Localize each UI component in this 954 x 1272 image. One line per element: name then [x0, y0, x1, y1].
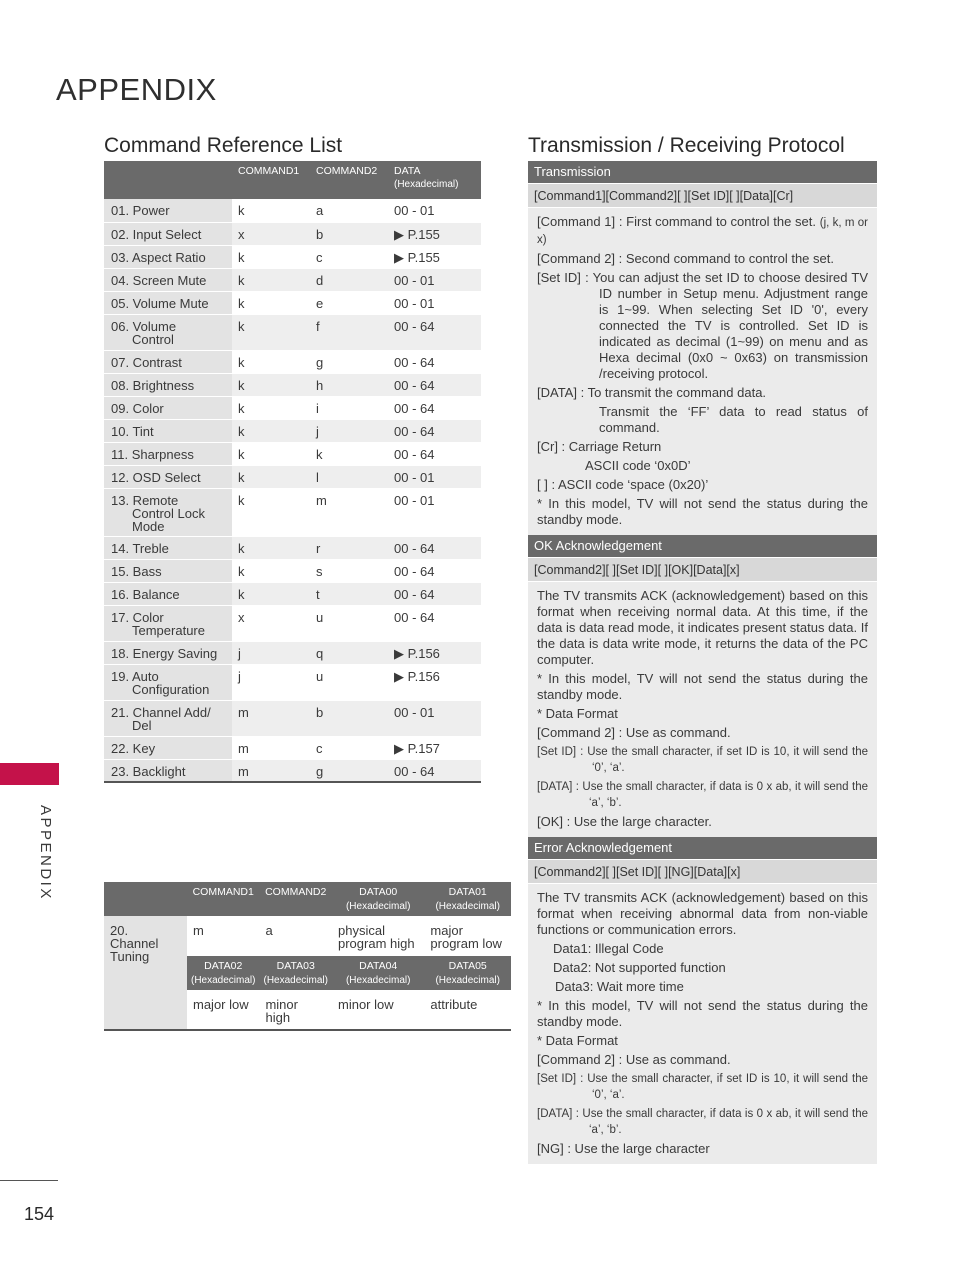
ch-header-command1: COMMAND1	[187, 882, 259, 916]
command1-cell	[232, 373, 310, 396]
data-cell	[388, 664, 481, 700]
command1-cell	[232, 536, 310, 559]
command-name-text: 02. Input Select	[111, 226, 202, 242]
transmission-body	[528, 208, 877, 535]
command2-cell	[310, 373, 388, 396]
data-cell-text: ▶ P.156	[394, 645, 440, 661]
data-cell-text: 00 - 64	[394, 446, 435, 462]
command-row	[104, 641, 481, 664]
command-row	[104, 245, 481, 268]
command-row	[104, 488, 481, 536]
command-reference-title: Command Reference List	[104, 134, 343, 157]
command-name-text: 17. Color	[111, 609, 164, 625]
command2-cell	[310, 291, 388, 314]
channel-tuning-table	[104, 882, 511, 1031]
tx-data: [DATA] : To transmit the command data.	[537, 385, 767, 400]
ch-header-data04: DATA04 (Hexadecimal)	[332, 956, 424, 990]
command-row	[104, 419, 481, 442]
error-ack-bar: Error Acknowledgement	[528, 837, 877, 859]
command2-cell-text: t	[316, 586, 320, 602]
data-cell-text: 00 - 64	[394, 318, 435, 334]
data-cell-text: 00 - 64	[394, 354, 435, 370]
command-name-text: 08. Brightness	[111, 377, 195, 393]
data-cell	[388, 350, 481, 373]
channel-row-name: 20. Channel Tuning	[104, 916, 187, 1030]
command-row	[104, 222, 481, 245]
data-cell-text: 00 - 64	[394, 586, 435, 602]
command2-cell	[310, 245, 388, 268]
command-row	[104, 396, 481, 419]
command2-cell	[310, 736, 388, 759]
command-name-text: 14. Treble	[111, 540, 169, 556]
data-cell	[388, 396, 481, 419]
data-cell-text: 00 - 64	[394, 563, 435, 579]
command-row	[104, 536, 481, 559]
command2-cell	[310, 419, 388, 442]
header-data	[388, 161, 481, 199]
command1-cell-text: m	[238, 740, 249, 756]
command2-cell	[310, 222, 388, 245]
command-name	[104, 465, 232, 488]
ok-ok: [OK] : Use the large character.	[537, 814, 712, 829]
command-row	[104, 582, 481, 605]
ch-r1-c5: major program low	[430, 923, 502, 951]
command-row	[104, 759, 481, 782]
command2-cell-text: i	[316, 400, 319, 416]
command-name-text: 22. Key	[111, 740, 156, 756]
ok-data: [DATA] : Use the small character, if data is 0 x ab, it will send the ‘a’, ‘b’.	[537, 781, 868, 809]
command-name	[104, 605, 232, 641]
side-tab-marker	[0, 763, 59, 785]
data-cell	[388, 536, 481, 559]
command2-cell-text: u	[316, 668, 324, 684]
command2-cell-text: k	[316, 446, 323, 462]
command2-cell	[310, 396, 388, 419]
command1-cell-text: k	[238, 377, 245, 393]
command2-cell-text: h	[316, 377, 324, 393]
command-name	[104, 488, 232, 536]
ok-ack-bar: OK Acknowledgement	[528, 535, 877, 557]
data-cell-text: 00 - 64	[394, 400, 435, 416]
page-header: APPENDIX	[56, 72, 217, 107]
data-cell	[388, 268, 481, 291]
command-row	[104, 442, 481, 465]
command2-cell	[310, 759, 388, 782]
command-row	[104, 664, 481, 700]
command-name	[104, 314, 232, 350]
command-table-header	[104, 161, 481, 199]
command-row	[104, 199, 481, 222]
page-number: 154	[24, 1204, 55, 1224]
command2-cell	[310, 465, 388, 488]
data-cell-text: 00 - 64	[394, 540, 435, 556]
ok-cmd2: [Command 2] : Use as command.	[537, 725, 731, 740]
ok-ack-body	[528, 582, 877, 837]
data-cell-text: 00 - 01	[394, 203, 435, 218]
command1-cell	[232, 759, 310, 782]
ch-r2-c4: minor low	[332, 990, 424, 1030]
command-name-text: 21. Channel Add/	[111, 704, 211, 720]
data-cell-text: ▶ P.157	[394, 740, 440, 756]
command-name-cont: Temperature	[132, 622, 205, 638]
command-name	[104, 641, 232, 664]
data-cell	[388, 222, 481, 245]
command-name	[104, 419, 232, 442]
command2-cell-text: j	[316, 423, 319, 439]
command2-cell	[310, 268, 388, 291]
command-name	[104, 700, 232, 736]
ch-header-data00: DATA00 (Hexadecimal)	[332, 882, 424, 916]
command-row	[104, 700, 481, 736]
err-note: * In this model, TV will not send the status during the standby mode.	[537, 998, 868, 1029]
command2-cell	[310, 442, 388, 465]
command-name-text: 16. Balance	[111, 586, 180, 602]
ch-r2-c3: minor high	[259, 990, 332, 1030]
command-name-cont: Control	[132, 331, 174, 347]
command-name-text: 04. Screen Mute	[111, 272, 207, 288]
data-cell-text: 00 - 64	[394, 377, 435, 393]
command-name-text: 18. Energy Saving	[111, 645, 218, 661]
command1-cell-text: k	[238, 295, 245, 311]
command-name-text: 12. OSD Select	[111, 469, 201, 485]
command-row	[104, 736, 481, 759]
command-name	[104, 664, 232, 700]
ch-r1-c3: a	[265, 923, 273, 938]
err-ng: [NG] : Use the large character	[537, 1141, 710, 1156]
tx-command2: [Command 2] : Second command to control the set.	[537, 251, 834, 266]
header-command2: COMMAND2	[310, 161, 388, 199]
command1-cell	[232, 605, 310, 641]
command1-cell	[232, 664, 310, 700]
header-data-label: DATA	[394, 165, 421, 177]
ch-header-blank	[104, 882, 187, 916]
command1-cell-text: k	[238, 318, 245, 334]
data-cell-text: 00 - 64	[394, 609, 435, 625]
header-command1: COMMAND1	[232, 161, 310, 199]
command2-cell-text: c	[316, 249, 323, 265]
command2-cell-text: r	[316, 540, 321, 556]
ok-desc: The TV transmits ACK (acknowledgement) based on this format when receiving normal data. At this time, if the data is data read mode, it indicates present status data. If the data is data write mode, it returns the data of the PC computer.	[537, 588, 868, 667]
err-desc: The TV transmits ACK (acknowledgement) based on this format when receiving abnormal data from non-viable functions or communication errors.	[537, 890, 868, 937]
command-name-text: 01. Power	[111, 203, 170, 218]
command-name-cont: Configuration	[132, 681, 210, 697]
command1-cell-text: k	[238, 203, 245, 218]
ok-ack-format: [Command2][ ][Set ID][ ][OK][Data][x]	[528, 557, 877, 582]
command1-cell-text: x	[238, 609, 245, 625]
command2-cell	[310, 314, 388, 350]
command1-cell-text: x	[238, 226, 245, 242]
command1-cell	[232, 582, 310, 605]
command-row	[104, 314, 481, 350]
command1-cell	[232, 245, 310, 268]
command-row	[104, 559, 481, 582]
ch-header-data02: DATA02 (Hexadecimal)	[187, 956, 259, 990]
command1-cell	[232, 419, 310, 442]
command1-cell	[232, 222, 310, 245]
command2-cell-text: e	[316, 295, 324, 311]
command2-cell	[310, 559, 388, 582]
command1-cell-text: j	[238, 645, 241, 661]
ch-header-command2: COMMAND2	[259, 882, 332, 916]
command-row	[104, 605, 481, 641]
command1-cell	[232, 559, 310, 582]
command1-cell-text: k	[238, 400, 245, 416]
command1-cell-text: k	[238, 586, 245, 602]
command1-cell-text: k	[238, 492, 245, 508]
command2-cell	[310, 582, 388, 605]
header-data-sub: (Hexadecimal)	[394, 179, 459, 190]
command-name	[104, 559, 232, 582]
command1-cell	[232, 641, 310, 664]
command1-cell-text: k	[238, 469, 245, 485]
command-name-text: 10. Tint	[111, 423, 154, 439]
command2-cell	[310, 350, 388, 373]
command2-cell-text: c	[316, 740, 323, 756]
data-cell	[388, 373, 481, 396]
command2-cell-text: b	[316, 226, 324, 242]
data-cell	[388, 291, 481, 314]
command-reference-table	[104, 161, 481, 783]
err-data2: Data2: Not supported function	[553, 960, 726, 975]
ch-r1-c4: physical program high	[338, 923, 415, 951]
data-cell	[388, 314, 481, 350]
command-name-cont: Del	[132, 717, 152, 733]
err-data3: Data3: Wait more time	[555, 979, 684, 994]
command1-cell	[232, 291, 310, 314]
data-cell	[388, 488, 481, 536]
data-cell-text: 00 - 64	[394, 423, 435, 439]
ch-header-data03: DATA03 (Hexadecimal)	[259, 956, 332, 990]
data-cell-text: 00 - 01	[394, 295, 435, 311]
error-ack-format: [Command2][ ][Set ID][ ][NG][Data][x]	[528, 859, 877, 884]
ch-header-data05: DATA05 (Hexadecimal)	[424, 956, 511, 990]
tx-setid: [Set ID] : You can adjust the set ID to choose desired TV ID number in Setup menu. Adjustment range is 1~99. When selecting Set ID '0', every connected the TV is controlled. Set ID is indicated as decimal (1~99) on menu and as Hexa decimal (0x0 ~ 0x63) on transmission /receiving protocol.	[537, 270, 868, 381]
command-row	[104, 350, 481, 373]
tx-space: [ ] : ASCII code ‘space (0x20)’	[537, 477, 709, 492]
err-data-format: * Data Format	[537, 1033, 618, 1048]
err-data1: Data1: Illegal Code	[553, 941, 664, 956]
data-cell	[388, 559, 481, 582]
tx-data-2: Transmit the ‘FF’ data to read status of command.	[599, 404, 868, 435]
err-setid: [Set ID] : Use the small character, if set ID is 10, it will send the ‘0’, ‘a’.	[537, 1073, 868, 1101]
command1-cell	[232, 396, 310, 419]
command-name	[104, 442, 232, 465]
command-name-text: 19. Auto	[111, 668, 159, 684]
command-name	[104, 291, 232, 314]
command1-cell-text: k	[238, 249, 245, 265]
command2-cell	[310, 488, 388, 536]
ok-data-format: * Data Format	[537, 706, 618, 721]
side-label: APPENDIX	[37, 805, 54, 901]
data-cell	[388, 442, 481, 465]
data-cell	[388, 199, 481, 222]
command1-cell	[232, 350, 310, 373]
command-name	[104, 350, 232, 373]
command-row	[104, 291, 481, 314]
command2-cell	[310, 664, 388, 700]
command-name	[104, 222, 232, 245]
command-name	[104, 536, 232, 559]
command2-cell	[310, 536, 388, 559]
command-name-text: 03. Aspect Ratio	[111, 249, 206, 265]
command1-cell-text: k	[238, 423, 245, 439]
transmission-format: [Command1][Command2][ ][Set ID][ ][Data][Cr]	[528, 183, 877, 208]
command1-cell	[232, 314, 310, 350]
protocol-panel	[528, 161, 877, 1164]
protocol-title: Transmission / Receiving Protocol	[528, 134, 845, 157]
command-row	[104, 373, 481, 396]
command1-cell-text: k	[238, 446, 245, 462]
ch-r1-c2: m	[193, 923, 204, 938]
data-cell	[388, 605, 481, 641]
command-name	[104, 582, 232, 605]
command2-cell-text: b	[316, 704, 324, 720]
command2-cell-text: d	[316, 272, 324, 288]
command1-cell	[232, 700, 310, 736]
data-cell-text: 00 - 01	[394, 492, 435, 508]
page-number-rule	[0, 1180, 58, 1181]
command2-cell	[310, 605, 388, 641]
command2-cell	[310, 199, 388, 222]
command1-cell	[232, 488, 310, 536]
data-cell-text: 00 - 01	[394, 704, 435, 720]
command2-cell-text: f	[316, 318, 320, 334]
tx-command1: [Command 1] : First command to control the set. (j, k, m or x)	[537, 214, 868, 246]
data-cell	[388, 759, 481, 782]
command1-cell	[232, 268, 310, 291]
command1-cell-text: j	[238, 668, 241, 684]
command-name	[104, 268, 232, 291]
command-name-text: 06. Volume	[111, 318, 177, 334]
channel-row-1	[104, 916, 511, 956]
err-cmd2: [Command 2] : Use as command.	[537, 1052, 731, 1067]
command1-cell-text: k	[238, 354, 245, 370]
command1-cell	[232, 199, 310, 222]
command1-cell-text: k	[238, 563, 245, 579]
data-cell-text: ▶ P.155	[394, 249, 440, 265]
command-name	[104, 396, 232, 419]
command2-cell-text: g	[316, 354, 324, 370]
command2-cell-text: u	[316, 609, 324, 625]
err-data: [DATA] : Use the small character, if data is 0 x ab, it will send the ‘a’, ‘b’.	[537, 1108, 868, 1136]
command-name-cont: Control Lock Mode	[132, 505, 205, 534]
command1-cell	[232, 465, 310, 488]
command2-cell-text: m	[316, 492, 327, 508]
command1-cell	[232, 442, 310, 465]
transmission-bar: Transmission	[528, 161, 877, 183]
data-cell	[388, 419, 481, 442]
command-row	[104, 268, 481, 291]
command2-cell-text: g	[316, 763, 324, 779]
command-name-text: 11. Sharpness	[111, 446, 194, 462]
command1-cell-text: k	[238, 540, 245, 556]
command2-cell-text: q	[316, 645, 324, 661]
data-cell	[388, 245, 481, 268]
command1-cell-text: m	[238, 704, 249, 720]
command-name	[104, 759, 232, 782]
command-name-text: 15. Bass	[111, 563, 162, 579]
command-row	[104, 465, 481, 488]
data-cell-text: ▶ P.156	[394, 668, 440, 684]
command1-cell	[232, 736, 310, 759]
command-name	[104, 245, 232, 268]
command-name-text: 07. Contrast	[111, 354, 182, 370]
ch-r2-c5: attribute	[424, 990, 511, 1030]
command2-cell-text: l	[316, 469, 319, 485]
data-cell-text: 00 - 01	[394, 272, 435, 288]
command-name-text: 23. Backlight	[111, 763, 186, 779]
data-cell	[388, 700, 481, 736]
ok-note: * In this model, TV will not send the status during the standby mode.	[537, 671, 868, 702]
command2-cell-text: a	[316, 203, 324, 218]
ch-header-data01: DATA01 (Hexadecimal)	[424, 882, 511, 916]
data-cell-text: 00 - 01	[394, 469, 435, 485]
data-cell-text: ▶ P.155	[394, 226, 440, 242]
command1-cell-text: m	[238, 763, 249, 779]
command-name-text: 13. Remote	[111, 492, 179, 508]
command1-cell-text: k	[238, 272, 245, 288]
ok-setid: [Set ID] : Use the small character, if set ID is 10, it will send the ‘0’, ‘a’.	[537, 746, 868, 774]
error-ack-body	[528, 884, 877, 1164]
data-cell	[388, 736, 481, 759]
command2-cell	[310, 641, 388, 664]
data-cell	[388, 465, 481, 488]
tx-note: * In this model, TV will not send the status during the standby mode.	[537, 496, 868, 527]
command-name-text: 05. Volume Mute	[111, 295, 209, 311]
command-name	[104, 199, 232, 222]
tx-cr: [Cr] : Carriage Return	[537, 439, 662, 454]
data-cell	[388, 641, 481, 664]
command2-cell	[310, 700, 388, 736]
tx-cr-2: ASCII code ‘0x0D’	[585, 458, 691, 473]
command-name	[104, 373, 232, 396]
header-function	[104, 161, 232, 199]
data-cell	[388, 582, 481, 605]
command-name	[104, 736, 232, 759]
ch-r2-c2: major low	[187, 990, 259, 1030]
command-name-text: 09. Color	[111, 400, 164, 416]
channel-header-1	[104, 882, 511, 916]
data-cell-text: 00 - 64	[394, 763, 435, 779]
command2-cell-text: s	[316, 563, 323, 579]
